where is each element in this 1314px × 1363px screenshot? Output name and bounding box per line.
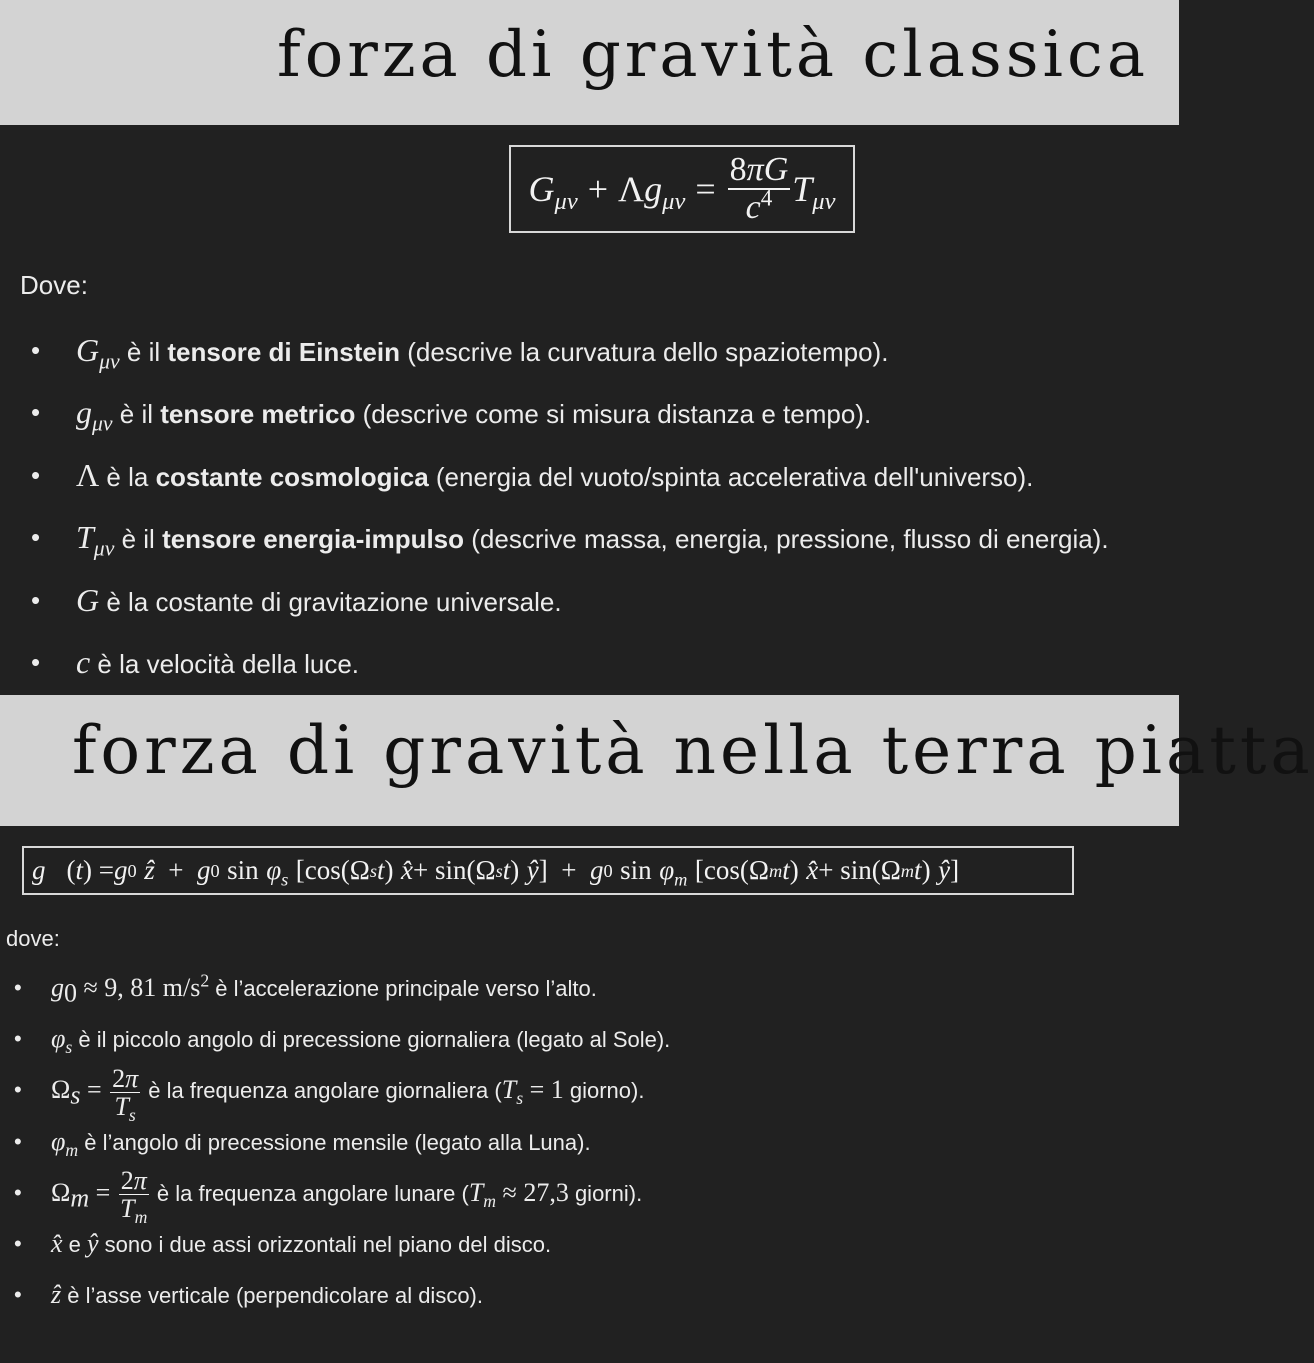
title-banner-classic xyxy=(0,0,1179,125)
list-item: • G è la costante di gravitazione universale. xyxy=(0,571,1109,633)
list-item: • $\Omega_s$ = $\frac{2\pi}{T_s}$ è la frequenza angolare giornaliera ($T_s = 1$ giorno). xyxy=(0,1064,670,1115)
einstein-field-equation: $G_{\mu\nu}$ + Λ $g_{\mu\nu}$ = $\frac{8\pi G}{c^4}$ $T_{\mu\nu}$ xyxy=(509,145,855,233)
list-item: • ẑ è l’asse verticale (perpendicolare al disco). xyxy=(0,1269,670,1320)
list-item: • Λ è la costante cosmologica (energia del vuoto/spinta accelerativa dell'universo). xyxy=(0,446,1109,508)
list-item: • $\varphi_m$ è l’angolo di precessione mensile (legato alla Luna). xyxy=(0,1116,670,1167)
list-item: • $g_{\mu\nu}$ è il tensore metrico (descrive come si misura distanza e tempo). xyxy=(0,383,1109,445)
section-title: forza di gravità nella terra piatta xyxy=(72,712,1314,789)
flat-earth-gravity-section xyxy=(0,826,1179,1363)
definitions-list xyxy=(0,962,670,1320)
list-item: • $\Omega_m$ = $\frac{2\pi}{T_m}$ è la frequenza angolare lunare ($T_m \approx 27,3$ giorni). xyxy=(0,1167,670,1218)
section-title: forza di gravità classica xyxy=(277,18,1149,92)
list-item: • $g_0 \approx 9$, 81 $m/s^2$ è l’accelerazione principale verso l’alto. xyxy=(0,962,670,1013)
classic-gravity-section xyxy=(0,125,1179,695)
list-item: • $\varphi_s$ è il piccolo angolo di precessione giornaliera (legato al Sole). xyxy=(0,1013,670,1064)
list-item: • $T_{\mu\nu}$ è il tensore energia-impulso (descrive massa, energia, pressione, flusso di energia). xyxy=(0,508,1109,570)
list-item: • c è la velocità della luce. xyxy=(0,633,1109,695)
flat-earth-gravity-equation: g⃗ ( t ) = g 0 ẑ + g 0 sin $\varphi_s$ [cos(Ω s t ) x̂ + sin(Ω s t ) ŷ ] + g 0 sin $\varphi_m$ [cos(Ω m t ) x̂ + sin(Ω m t ) ŷ ] xyxy=(22,846,1074,895)
list-item: • $G_{\mu\nu}$ è il tensore di Einstein (descrive la curvatura dello spaziotempo). xyxy=(0,321,1109,383)
dove-label: dove: xyxy=(6,926,60,951)
title-banner-flat-earth xyxy=(0,695,1314,826)
definitions-list xyxy=(0,321,1109,695)
dove-label: Dove: xyxy=(20,270,88,300)
list-item: • x̂ e ŷ sono i due assi orizzontali nel piano del disco. xyxy=(0,1218,670,1269)
